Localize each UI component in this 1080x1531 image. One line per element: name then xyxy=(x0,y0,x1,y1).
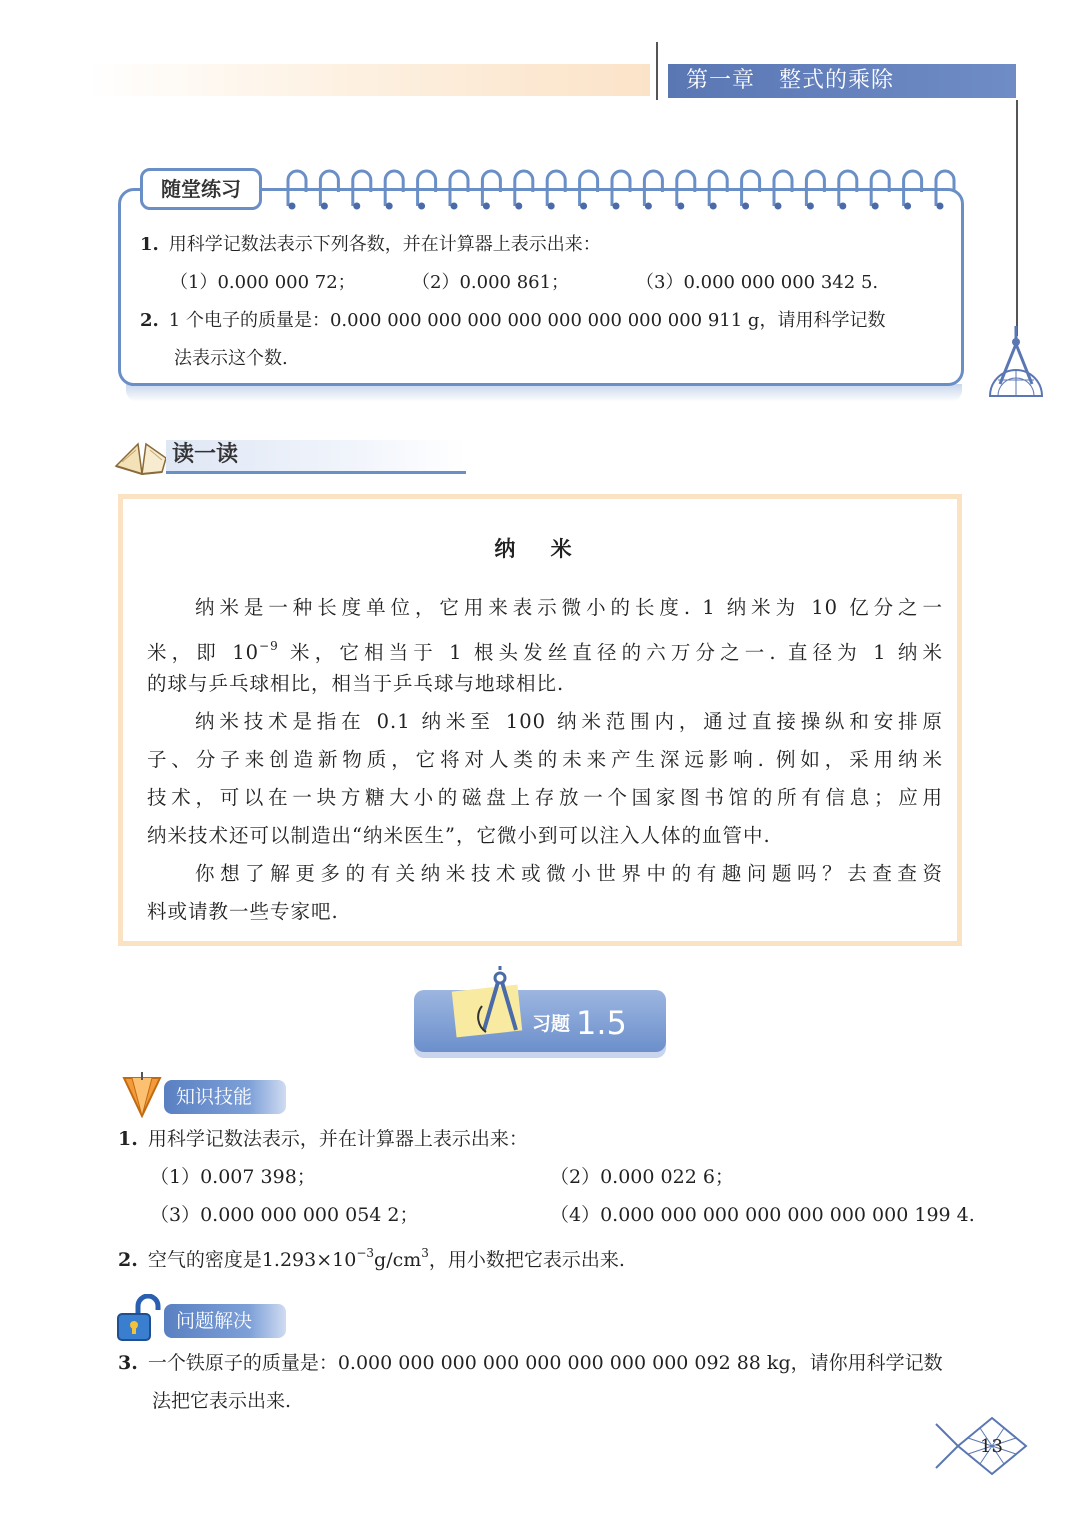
solve-section-label: 问题解决 xyxy=(164,1304,286,1338)
spiral-hole xyxy=(872,203,879,210)
sub-item: （2）0.000 022 6； xyxy=(550,1166,734,1188)
spiral-ring xyxy=(709,171,727,206)
exponent: −3 xyxy=(356,1246,375,1260)
sub-item: （3）0.000 000 000 342 5. xyxy=(636,272,879,293)
spiral-hole xyxy=(613,203,620,210)
sub-item: （1）0.007 398； xyxy=(150,1166,316,1188)
question-number: 2. xyxy=(140,310,159,331)
question-text: ，用小数把它表示出来. xyxy=(428,1249,625,1271)
sub-item: （3）0.000 000 000 054 2； xyxy=(150,1204,419,1226)
spiral-ring xyxy=(806,171,824,206)
exercise-question-3 xyxy=(118,1344,978,1382)
side-divider xyxy=(1016,100,1018,336)
chapter-header xyxy=(668,64,1016,98)
practice-box-shadow xyxy=(126,384,962,402)
question-text: 空气的密度是1.293×10 xyxy=(147,1249,357,1271)
practice-question-2 xyxy=(140,302,946,340)
reading-text: 米，它相当于 1 根头发丝直径的六万分之一. 直径为 1 纳米 xyxy=(278,641,944,664)
spiral-ring xyxy=(904,171,922,206)
reading-body xyxy=(147,589,943,931)
spiral-hole xyxy=(321,203,328,210)
spiral-hole xyxy=(775,203,782,210)
spiral-hole xyxy=(353,203,360,210)
reading-section-title: 读一读 xyxy=(166,440,466,474)
spiral-ring xyxy=(644,171,662,206)
open-book-icon xyxy=(112,436,170,478)
spiral-hole xyxy=(937,203,944,210)
spiral-hole xyxy=(483,203,490,210)
exercise-word: 习题 xyxy=(532,1013,571,1035)
exercise-question-2 xyxy=(118,1234,978,1272)
spiral-hole xyxy=(515,203,522,210)
page-number: 13 xyxy=(980,1436,1003,1457)
padlock-icon xyxy=(116,1294,162,1342)
reading-line xyxy=(147,627,943,665)
chapter-title: 整式的乘除 xyxy=(779,68,895,93)
question-text: 一个铁原子的质量是：0.000 000 000 000 000 000 000 000 092 88 kg，请你用科学记数 xyxy=(147,1352,943,1374)
spiral-ring xyxy=(936,171,954,206)
reading-line: 你想了解更多的有关纳米技术或微小世界中的有趣问题吗？去查查资 xyxy=(195,862,943,885)
spiral-hole xyxy=(289,203,296,210)
question-number: 1. xyxy=(140,234,159,255)
question-number: 1. xyxy=(118,1128,138,1150)
practice-question-2-cont: 法表示这个数. xyxy=(174,348,288,369)
chapter-number: 第一章 xyxy=(686,68,756,93)
question-text: g/cm xyxy=(374,1249,422,1271)
spiral-ring xyxy=(288,171,306,206)
reading-heading: 纳 米 xyxy=(494,537,586,561)
reading-line: 子、分子来创造新物质，它将对人类的未来产生深远影响. 例如，采用纳米 xyxy=(147,748,943,771)
reading-line: 纳米技术是指在 0.1 纳米至 100 纳米范围内，通过直接操纵和安排原 xyxy=(195,710,943,733)
reading-line: 纳米是一种长度单位，它用来表示微小的长度. 1 纳米为 10 亿分之一 xyxy=(195,596,943,619)
spiral-hole xyxy=(451,203,458,210)
question-text: 1 个电子的质量是：0.000 000 000 000 000 000 000 000 000 911 g，请用科学记数 xyxy=(168,310,886,331)
exercise-question-3-cont: 法把它表示出来. xyxy=(152,1390,292,1412)
exponent: 3 xyxy=(421,1246,429,1260)
exponent: −9 xyxy=(259,639,279,653)
sub-item: （4）0.000 000 000 000 000 000 000 199 4. xyxy=(550,1204,975,1226)
compass-icon xyxy=(470,966,530,1040)
reading-line: 的球与乒乓球相比，相当于乒乓球与地球相比. xyxy=(147,672,565,695)
header-stripe xyxy=(86,64,650,96)
question-number: 3. xyxy=(118,1352,138,1374)
spiral-hole xyxy=(548,203,555,210)
exercise-question-1 xyxy=(118,1120,978,1158)
reading-line: 技术，可以在一块方糖大小的磁盘上存放一个国家图书馆的所有信息；应用 xyxy=(147,786,943,809)
spiral-ring xyxy=(839,171,857,206)
spiral-ring xyxy=(742,171,760,206)
reading-line: 料或请教一些专家吧. xyxy=(147,900,339,923)
practice-question-1 xyxy=(140,226,946,264)
header-divider xyxy=(656,42,658,100)
skills-section-label: 知识技能 xyxy=(164,1080,286,1114)
sub-item: （2）0.000 861； xyxy=(412,272,570,293)
reading-line: 纳米技术还可以制造出“纳米医生”，它微小到可以注入人体的血管中. xyxy=(147,824,771,847)
spiral-hole xyxy=(839,203,846,210)
spiral-ring xyxy=(774,171,792,206)
sub-item: （1）0.000 000 72； xyxy=(170,272,356,293)
spiral-ring xyxy=(482,171,500,206)
spiral-ring xyxy=(612,171,630,206)
compass-protractor-icon xyxy=(986,322,1046,402)
spiral-ring xyxy=(677,171,695,206)
exercise-question-1-row xyxy=(118,1158,978,1196)
spiral-hole xyxy=(742,203,749,210)
spiral-ring xyxy=(353,171,371,206)
spiral-ring xyxy=(547,171,565,206)
question-number: 2. xyxy=(118,1249,138,1271)
spiral-hole xyxy=(807,203,814,210)
spiral-ring xyxy=(580,171,598,206)
spiral-ring xyxy=(515,171,533,206)
question-text: 用科学记数法表示下列各数，并在计算器上表示出来： xyxy=(168,234,601,255)
pencil-tip-icon xyxy=(120,1072,164,1118)
spiral-hole xyxy=(418,203,425,210)
exercise-label xyxy=(532,1004,627,1042)
exercise-number: 1.5 xyxy=(576,1004,627,1042)
spiral-binding-icon xyxy=(282,166,962,214)
reading-text: 米，即 10 xyxy=(147,641,260,664)
question-text: 用科学记数法表示，并在计算器上表示出来： xyxy=(147,1128,528,1150)
exercise-question-1-row xyxy=(118,1196,978,1234)
solve-questions xyxy=(118,1344,978,1420)
spiral-hole xyxy=(386,203,393,210)
practice-tab-label: 随堂练习 xyxy=(140,168,262,210)
spiral-hole xyxy=(677,203,684,210)
spiral-hole xyxy=(904,203,911,210)
spiral-hole xyxy=(580,203,587,210)
spiral-ring xyxy=(418,171,436,206)
skills-questions xyxy=(118,1120,978,1272)
practice-question-1-items xyxy=(140,264,946,302)
spiral-hole xyxy=(710,203,717,210)
spiral-ring xyxy=(385,171,403,206)
practice-questions xyxy=(140,226,946,378)
spiral-ring xyxy=(871,171,889,206)
spiral-ring xyxy=(320,171,338,206)
reading-box xyxy=(118,494,962,946)
spiral-ring xyxy=(450,171,468,206)
spiral-hole xyxy=(645,203,652,210)
